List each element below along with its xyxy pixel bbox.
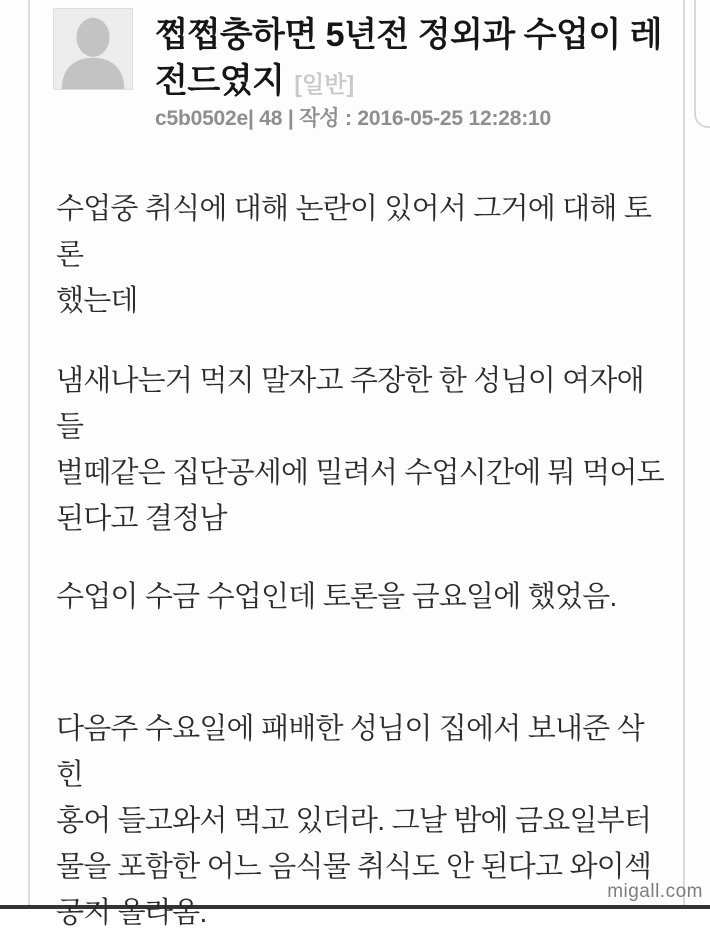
body-paragraph: [56, 358, 671, 542]
avatar: [53, 8, 133, 90]
body-line: 수업이 수금 수업인데 토론을 금요일에 했었음.: [56, 581, 617, 613]
watermark: migall.com: [607, 881, 703, 902]
body-line: 된다고 결정남: [56, 503, 227, 535]
right-border-line: [683, 0, 685, 909]
post-title-line-text: 전드였지: [155, 62, 285, 100]
body-paragraph: [56, 186, 671, 324]
rounded-corner-line: [694, 0, 710, 128]
post-meta: c5b0502e| 48 | 작성 : 2016-05-25 12:28:10: [155, 107, 551, 130]
body-line: 물을 포함한 어느 음식물 취식도 안 된다고 와이섹: [56, 851, 652, 883]
post-title-line: 쩝쩝충하면 5년전 정외과 수업이 레: [155, 16, 663, 54]
person-silhouette-icon: [54, 9, 132, 89]
post-title-line: [155, 58, 685, 107]
left-border-line: [28, 0, 30, 909]
body-line: 벌떼같은 집단공세에 밀려서 수업시간에 뭐 먹어도: [56, 457, 664, 489]
body-line: 했는데: [56, 285, 138, 317]
post-title: [155, 12, 685, 107]
body-line: 다음주 수요일에 패배한 성님이 집에서 보내준 삭힌: [56, 713, 644, 791]
body-line: 공지 올라옴.: [56, 897, 207, 929]
body-line: 수업중 취식에 대해 논란이 있어서 그거에 대해 토론: [56, 193, 652, 271]
body-line: 냄새나는거 먹지 말자고 주장한 한 성님이 여자애들: [56, 365, 644, 443]
body-paragraph: [56, 574, 671, 620]
body-line: 홍어 들고와서 먹고 있더라. 그날 밤에 금요일부터: [56, 805, 652, 837]
body-paragraph: [56, 706, 671, 936]
category-tag: [일반]: [294, 71, 355, 97]
